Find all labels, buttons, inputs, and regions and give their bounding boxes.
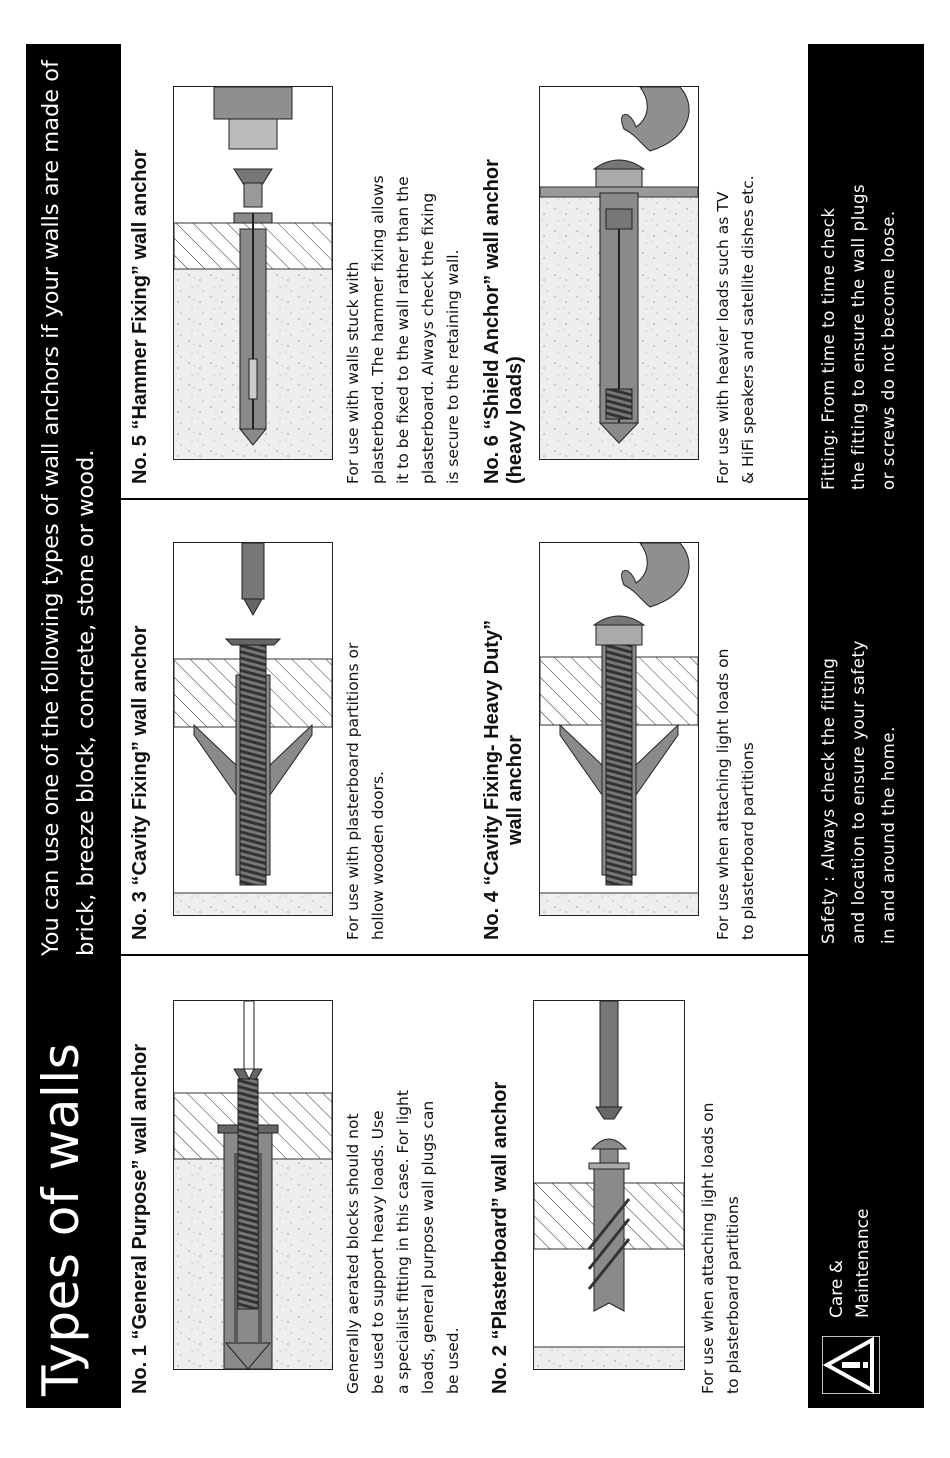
intro-text: You can use one of the following types of wall anchors if your walls are made of brick, breeze block, concrete, stone or wood. <box>38 60 99 956</box>
types-of-walls-sheet <box>26 44 924 1408</box>
warning-triangle-icon <box>822 1336 880 1394</box>
anchor-2-description: For use when attaching light loads on to plasterboard partitions <box>699 1102 742 1394</box>
anchor-6-heading-line1: No. 6 “Shield Anchor” wall anchor <box>481 159 503 484</box>
anchor-5-description: For use with walls stuck with plasterboard. The hammer fixing allows it to be fixed to the wall rather than the plasterboard. Always check the fixing is secure to the retaining wall. <box>344 175 462 484</box>
anchor-3-heading: No. 3 “Cavity Fixing” wall anchor <box>129 625 151 940</box>
anchor-4-heading <box>481 510 527 940</box>
anchor-4-description: For use when attaching light loads on to plasterboard partitions <box>714 648 757 940</box>
anchor-2-heading: No. 2 “Plasterboard” wall anchor <box>489 1081 511 1394</box>
anchor-1-illustration <box>173 1000 333 1370</box>
anchor-1-heading: No. 1 “General Purpose” wall anchor <box>129 1043 151 1394</box>
column-3 <box>121 44 811 498</box>
anchor-3-illustration <box>173 542 333 916</box>
page-title: Types of walls <box>32 1042 90 1396</box>
anchor-6-heading <box>481 54 527 484</box>
footer-bar <box>808 44 924 1408</box>
column-2 <box>121 500 811 954</box>
column-1 <box>121 956 811 1408</box>
anchor-4-illustration <box>539 542 699 916</box>
header-bar <box>26 44 121 1408</box>
anchor-4-heading-line2: wall anchor <box>504 734 526 846</box>
anchor-5-heading: No. 5 “Hammer Fixing” wall anchor <box>129 149 151 484</box>
anchor-4-heading-line1: No. 4 “Cavity Fixing- Heavy Duty” <box>481 619 503 940</box>
care-label: Care & Maintenance <box>827 1208 873 1318</box>
anchor-6-illustration <box>539 86 699 460</box>
anchor-1-description: Generally aerated blocks should not be used to support heavy loads. Use a specialist fitting in this case. For light loads, general purpose wall plugs can be used. <box>344 1090 462 1394</box>
anchor-6-description: For use with heavier loads such as TV & HiFi speakers and satellite dishes etc. <box>714 175 757 484</box>
fitting-text: Fitting: From time to time check the fitting to ensure the wall plugs or screws do not become loose. <box>819 183 898 490</box>
anchor-2-illustration <box>533 1000 685 1370</box>
anchor-5-illustration <box>173 86 333 460</box>
anchor-6-heading-line2: (heavy loads) <box>504 356 526 484</box>
anchor-3-description: For use with plasterboard partitions or hollow wooden doors. <box>344 642 387 940</box>
safety-text: Safety : Always check the fitting and location to ensure your safety in and around the home. <box>819 640 898 944</box>
